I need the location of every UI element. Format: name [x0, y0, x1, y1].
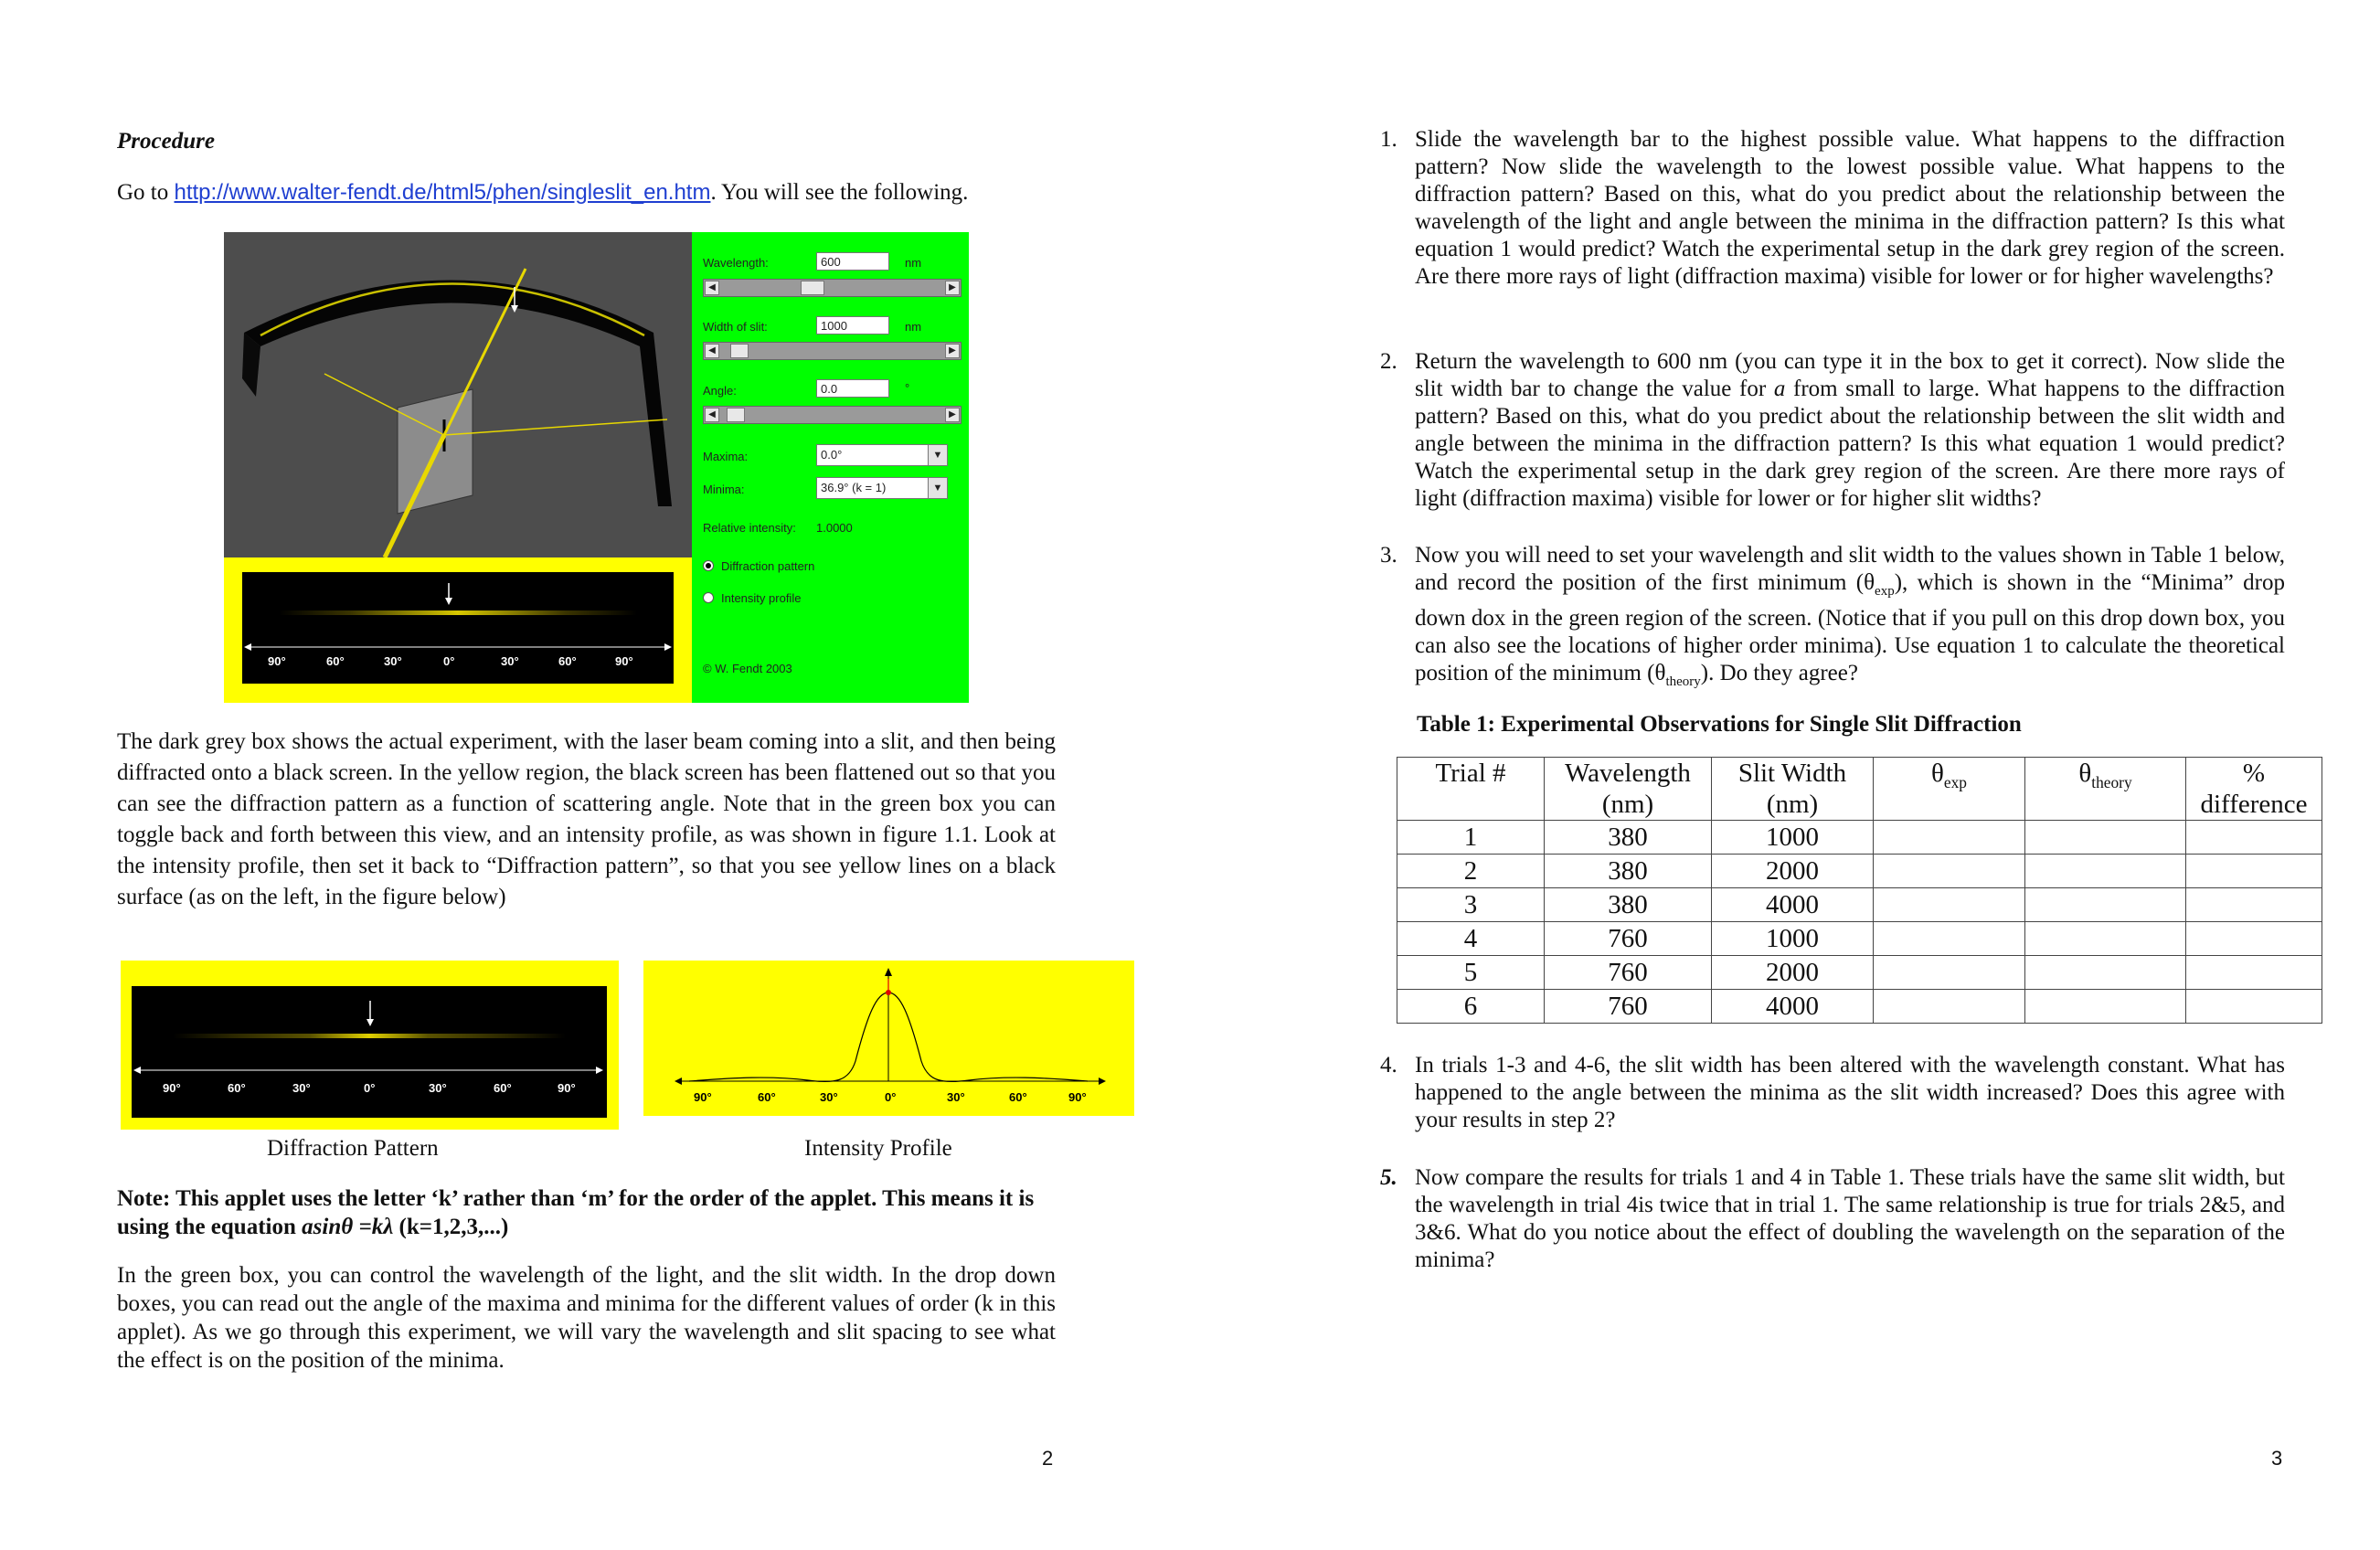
figure-fringe: [173, 1034, 566, 1038]
procedure-heading: Procedure: [117, 129, 215, 154]
experiment-view: [224, 232, 692, 557]
page-number-right: 3: [2271, 1447, 2283, 1470]
slider-right-arrow[interactable]: ▶: [945, 408, 960, 422]
table-title: Table 1: Experimental Observations for Single Slit Diffraction: [1417, 712, 2022, 737]
observations-table: [1397, 757, 2322, 1024]
paragraph-1: The dark grey box shows the actual experiment, with the laser beam coming into a slit, and then being diffracted onto a black screen. In the yellow region, the black screen has been flattened out so that you can see the diffraction pattern as a function of scattering angle. Note that in the green box you can toggle back and forth between this view, and an intensity profile, as was shown in figure 1.1. Look at the intensity profile, then set it back to “Diffraction pattern”, so that you see yellow lines on a black surface (as on the left, in the figure below): [117, 729, 1056, 909]
item-3-sub-exp: exp: [1875, 584, 1895, 599]
tick-label: 90°: [615, 654, 633, 668]
maxima-dropdown[interactable]: [816, 444, 948, 466]
cell-theta-exp[interactable]: [1874, 855, 2025, 888]
item-5-number: 5.: [1380, 1165, 1397, 1190]
tick-label: 60°: [494, 1081, 512, 1095]
tick-label: 30°: [501, 654, 519, 668]
tick-label: 30°: [292, 1081, 311, 1095]
position-arrowhead: [511, 305, 518, 313]
cell-percent-difference[interactable]: [2186, 821, 2322, 855]
caption-intensity-profile: Intensity Profile: [804, 1136, 952, 1161]
header-theta-exp: [1874, 758, 2025, 821]
wavelength-slider[interactable]: [703, 279, 962, 297]
cell-percent-difference[interactable]: [2186, 888, 2322, 922]
minima-value: 36.9° (k = 1): [821, 481, 887, 494]
figure-pattern-graphic: [132, 986, 607, 1118]
applet-screenshot: [224, 232, 969, 703]
cell-theta-theory[interactable]: [2025, 922, 2186, 956]
radio-diffraction-pattern[interactable]: [703, 560, 714, 571]
slider-left-arrow[interactable]: ◀: [705, 344, 719, 358]
cell-slit-width: 2000: [1712, 855, 1874, 888]
slider-left-arrow[interactable]: ◀: [705, 281, 719, 295]
tick-label: 90°: [1068, 1090, 1087, 1104]
cell-slit-width: 4000: [1712, 990, 1874, 1024]
item-3-number: 3.: [1380, 543, 1397, 568]
profile-y-arrow: [885, 968, 892, 976]
relative-intensity-label: Relative intensity:: [703, 521, 796, 535]
tick-label: 0°: [443, 654, 455, 668]
minima-dropdown[interactable]: [816, 477, 948, 499]
figure-pattern-screen: [132, 986, 607, 1118]
chevron-down-icon[interactable]: ▼: [928, 445, 947, 465]
theta-exp-symbol: θ: [1930, 759, 1944, 788]
paragraph-2: In the green box, you can control the wavelength of the light, and the slit width. In the drop down boxes, you can read out the angle of the maxima and minima for the different values of order (k in this applet). As we go through this experiment, we will vary the wavelength and slit spacing to see what the effect is on the position of the minima.: [117, 1263, 1056, 1373]
experiment-illustration: [224, 232, 692, 557]
item-3-text: [1415, 542, 2285, 695]
relative-intensity-value: 1.0000: [816, 521, 853, 535]
tick-label: 90°: [268, 654, 286, 668]
figure-arrowhead: [367, 1019, 374, 1026]
cell-percent-difference[interactable]: [2186, 922, 2322, 956]
cell-wavelength: 760: [1545, 922, 1712, 956]
cell-wavelength: 380: [1545, 888, 1712, 922]
item-1-number: 1.: [1380, 127, 1397, 152]
cell-theta-theory[interactable]: [2025, 956, 2186, 990]
table-row: [1397, 922, 2322, 956]
table-row: [1397, 956, 2322, 990]
tick-label: 30°: [384, 654, 402, 668]
wavelength-label: Wavelength:: [703, 256, 769, 270]
tick-label: 90°: [163, 1081, 181, 1095]
tick-label: 30°: [820, 1090, 838, 1104]
flattened-screen: [242, 572, 674, 684]
cell-theta-theory[interactable]: [2025, 855, 2186, 888]
cell-wavelength: 760: [1545, 956, 1712, 990]
item-2-text-b: from small to large. What happens to the diffraction pattern? Based on this, what do you predict about the relationship between the slit width and angle between the minima in the diffraction pattern? Is this what equation 1 would predict? Watch the experimental setup in the dark grey region of the screen. Are there more rays of light (diffraction maxima) visible for lower or for higher slit widths?: [1415, 377, 2285, 511]
axis-arrow-right: [664, 643, 672, 651]
slider-left-arrow[interactable]: ◀: [705, 408, 719, 422]
goto-suffix: . You will see the following.: [710, 180, 969, 205]
slit-width-unit: nm: [905, 320, 922, 334]
cell-wavelength: 380: [1545, 821, 1712, 855]
tick-label: 90°: [694, 1090, 712, 1104]
maxima-value: 0.0°: [821, 448, 843, 462]
figure-intensity-profile: [643, 961, 1134, 1116]
central-fringe: [279, 610, 637, 615]
cell-slit-width: 4000: [1712, 888, 1874, 922]
header-trial: Trial #: [1397, 758, 1545, 821]
cell-trial: 1: [1397, 821, 1545, 855]
item-2-number: 2.: [1380, 349, 1397, 374]
cell-theta-exp[interactable]: [1874, 990, 2025, 1024]
cell-theta-theory[interactable]: [2025, 888, 2186, 922]
header-slit-width: Slit Width (nm): [1712, 758, 1874, 821]
cell-theta-exp[interactable]: [1874, 922, 2025, 956]
cell-theta-theory[interactable]: [2025, 990, 2186, 1024]
item-3-text-a: Now you will need to set your wavelength and slit width to the values shown in Table 1 below, and record the position of the first minimum (θ: [1415, 543, 2285, 595]
table-row: [1397, 855, 2322, 888]
figure-diffraction-pattern: [121, 961, 619, 1130]
item-2-text: [1415, 348, 2285, 513]
radio-diffraction-pattern-label[interactable]: Diffraction pattern: [721, 559, 815, 573]
cell-trial: 2: [1397, 855, 1545, 888]
slider-right-arrow[interactable]: ▶: [945, 344, 960, 358]
applet-note: [117, 1184, 1056, 1241]
slider-thumb[interactable]: [727, 408, 745, 422]
cell-slit-width: 1000: [1712, 821, 1874, 855]
cell-slit-width: 1000: [1712, 922, 1874, 956]
cell-trial: 3: [1397, 888, 1545, 922]
item-3-sub-theory: theory: [1665, 674, 1701, 689]
cell-percent-difference[interactable]: [2186, 956, 2322, 990]
item-3-text-b: ), which is shown in the “Minima” drop down dox in the green region of the screen. (Notice that if you pull on this drop down box, you can also see the locations of higher order minima). Use equation 1 to calculate the theoretical position of the minimum (θ: [1415, 570, 2285, 685]
profile-axis-arrow-left: [675, 1078, 682, 1085]
page-number-left: 2: [1042, 1447, 1054, 1470]
table-row: [1397, 990, 2322, 1024]
item-1-text: Slide the wavelength bar to the highest possible value. What happens to the diffraction pattern? Now slide the wavelength to the lowest possible value. What happens to the diffraction pattern? Based on this, what do you predict about the relationship between the wavelength of the light and angle between the minima in the diffraction pattern? Is this what equation 1 would predict? Watch the experimental setup in the dark grey region of the screen. Are there more rays of light (diffraction maxima) visible for lower or for higher wavelengths?: [1415, 127, 2285, 289]
radio-intensity-profile[interactable]: [703, 592, 714, 603]
tick-label: 60°: [758, 1090, 776, 1104]
tick-label: 30°: [429, 1081, 447, 1095]
item-2-text-a: Return the wavelength to 600 nm (you can type it in the box to get it correct). Now slide the slit width bar to change the value for: [1415, 349, 2285, 401]
table-row: [1397, 821, 2322, 855]
figure-axis-arrow-right: [596, 1067, 603, 1074]
slit-width-label: Width of slit:: [703, 320, 768, 334]
caption-diffraction-pattern: Diffraction Pattern: [267, 1136, 439, 1161]
cell-wavelength: 760: [1545, 990, 1712, 1024]
control-panel: [692, 232, 969, 703]
cell-theta-exp[interactable]: [1874, 956, 2025, 990]
table-header-row: [1397, 758, 2322, 821]
cell-percent-difference[interactable]: [2186, 855, 2322, 888]
item-5-text: Now compare the results for trials 1 and 4 in Table 1. These trials have the same slit width, but the wavelength in trial 4is twice that in trial 1. The same relationship is true for trials 2&5, and 3&6. What do you notice about the effect of doubling the wavelength on the separation of the minima?: [1415, 1165, 2285, 1272]
cell-trial: 6: [1397, 990, 1545, 1024]
note-suffix: (k=1,2,3,...): [393, 1215, 509, 1239]
item-4-number: 4.: [1380, 1053, 1397, 1078]
angle-slider[interactable]: [703, 406, 962, 424]
note-text: Note: This applet uses the letter ‘k’ rather than ‘m’ for the order of the applet. This means it is using the equation: [117, 1186, 1035, 1239]
cell-trial: 4: [1397, 922, 1545, 956]
tick-label: 0°: [364, 1081, 376, 1095]
copyright: © W. Fendt 2003: [703, 662, 792, 675]
cell-wavelength: 380: [1545, 855, 1712, 888]
slider-thumb[interactable]: [730, 344, 749, 358]
slit-width-input[interactable]: 1000: [816, 316, 889, 334]
tick-label: 60°: [228, 1081, 246, 1095]
goto-line: [117, 177, 968, 208]
cell-percent-difference[interactable]: [2186, 990, 2322, 1024]
cell-theta-exp[interactable]: [1874, 888, 2025, 922]
tick-label: 60°: [558, 654, 577, 668]
radio-intensity-profile-label[interactable]: Intensity profile: [721, 591, 802, 605]
goto-prefix: Go to: [117, 180, 175, 205]
flattened-pattern: [242, 572, 674, 684]
theta-exp-sub: exp: [1943, 772, 1968, 791]
header-percent-difference: % difference: [2186, 758, 2322, 821]
applet-url-link[interactable]: http://www.walter-fendt.de/html5/phen/singleslit_en.htm: [174, 180, 711, 205]
side-ray-right: [444, 419, 667, 435]
figure-axis-arrow-left: [133, 1067, 141, 1074]
wavelength-input[interactable]: 600: [816, 252, 889, 271]
flattened-screen-panel: [224, 557, 692, 703]
header-theta-theory: [2025, 758, 2186, 821]
tick-label: 60°: [326, 654, 345, 668]
slit-width-slider[interactable]: [703, 342, 962, 360]
angle-input[interactable]: 0.0: [816, 379, 889, 398]
angle-unit: °: [905, 381, 910, 395]
item-4-text: In trials 1-3 and 4-6, the slit width has been altered with the wavelength constant. What has happened to the angle between the minima as the slit width increased? Does this agree with your results in step 2?: [1415, 1053, 2285, 1132]
profile-axis-arrow-right: [1099, 1078, 1106, 1085]
angle-label: Angle:: [703, 384, 737, 398]
flat-arrowhead: [445, 598, 452, 605]
item-3-text-c: ). Do they agree?: [1700, 661, 1858, 685]
slider-right-arrow[interactable]: ▶: [945, 281, 960, 295]
theta-theory-symbol: θ: [2078, 759, 2092, 788]
axis-arrow-left: [244, 643, 251, 651]
tick-label: 0°: [885, 1090, 897, 1104]
header-wavelength: Wavelength (nm): [1545, 758, 1712, 821]
cell-slit-width: 2000: [1712, 956, 1874, 990]
table-row: [1397, 888, 2322, 922]
tick-label: 60°: [1009, 1090, 1027, 1104]
wavelength-unit: nm: [905, 256, 922, 270]
item-2-variable: a: [1773, 377, 1786, 401]
cell-trial: 5: [1397, 956, 1545, 990]
theta-theory-sub: theory: [2091, 772, 2132, 791]
tick-label: 90°: [558, 1081, 576, 1095]
minima-label: Minima:: [703, 483, 745, 496]
note-equation: asinθ =kλ: [302, 1215, 394, 1239]
slider-thumb[interactable]: [801, 281, 824, 295]
maxima-label: Maxima:: [703, 450, 749, 463]
cell-theta-exp[interactable]: [1874, 821, 2025, 855]
tick-label: 30°: [947, 1090, 965, 1104]
chevron-down-icon[interactable]: ▼: [928, 478, 947, 498]
cell-theta-theory[interactable]: [2025, 821, 2186, 855]
